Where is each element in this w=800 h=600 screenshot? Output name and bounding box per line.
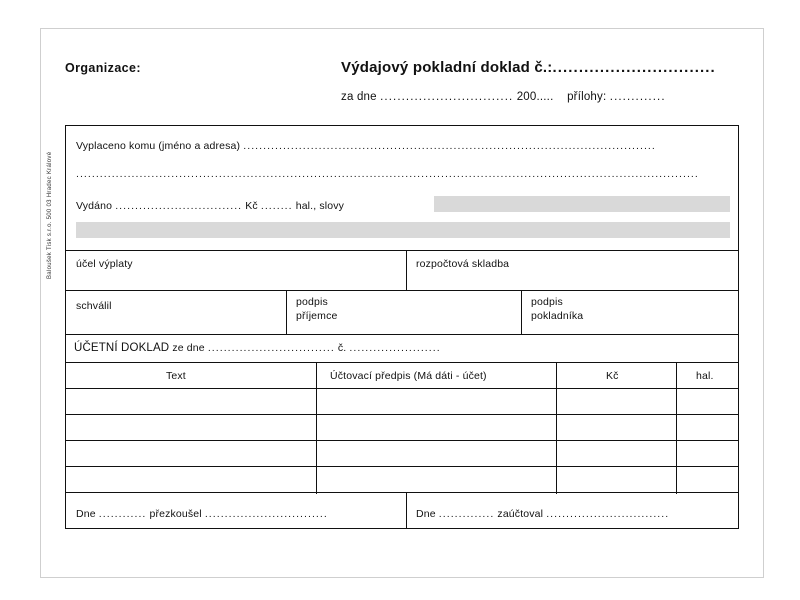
amount-line <box>76 200 344 212</box>
recipient-dots-1: ........................................................................................................ <box>243 140 656 152</box>
cashier-sign-label-2: pokladníka <box>531 310 584 322</box>
divider-sign-2 <box>521 290 522 334</box>
divider-purpose-bottom <box>66 290 738 291</box>
divider-accounting-bottom <box>66 362 738 363</box>
table-col-header-kc: Kč <box>606 370 619 382</box>
amount-dots-1: ................................ <box>115 200 243 212</box>
divider-recipient-bottom <box>66 250 738 251</box>
receiver-sign-label-1: podpis <box>296 296 328 308</box>
accounting-date-label: ze dne <box>172 342 205 354</box>
page-title-text: Výdajový pokladní doklad č.: <box>341 59 553 76</box>
footer-right-date-label: Dne <box>416 508 436 520</box>
receiver-sign-label-2: příjemce <box>296 310 338 322</box>
subline-year: 200..... <box>516 91 554 103</box>
footer-right <box>416 508 669 520</box>
subline-date-label: za dne <box>341 91 377 103</box>
recipient-dots-2: ............................................................................................................................................................. <box>76 168 699 180</box>
accounting-number-dots: ....................... <box>349 342 441 354</box>
page-title-dots: ............................... <box>552 59 716 76</box>
accounting-number-label: č. <box>337 342 347 354</box>
table-col-header-text: Text <box>166 370 186 382</box>
amount-words-field-2[interactable] <box>76 222 730 238</box>
subline-date-dots: ............................... <box>380 91 514 103</box>
amount-hal-label: hal., slovy <box>295 200 345 212</box>
cashier-sign-label-1: podpis <box>531 296 563 308</box>
table-row[interactable] <box>66 440 738 466</box>
subline-attachments-label: přílohy: <box>567 91 607 103</box>
recipient-label-text: Vyplaceno komu (jméno a adresa) <box>76 140 241 152</box>
footer-left-dots-1: ............ <box>98 508 147 520</box>
subline-attachments-dots: ............. <box>609 91 666 103</box>
divider-sign-1 <box>286 290 287 334</box>
accounting-header <box>74 342 441 354</box>
page-title <box>341 59 716 76</box>
accounting-title: ÚČETNÍ DOKLAD <box>74 342 170 354</box>
table-row[interactable] <box>66 466 738 492</box>
footer-right-dots-2: ............................... <box>546 508 670 520</box>
divider-footer-vertical <box>406 492 407 528</box>
purpose-label: účel výplaty <box>76 258 133 270</box>
divider-footer-top <box>66 492 738 493</box>
recipient-label <box>76 140 656 152</box>
table-row[interactable] <box>66 414 738 440</box>
form-frame <box>65 125 739 529</box>
amount-label: Vydáno <box>76 200 113 212</box>
divider-signatures-bottom <box>66 334 738 335</box>
header-subline <box>341 91 666 103</box>
amount-currency: Kč <box>245 200 258 212</box>
organization-label: Organizace: <box>65 61 141 75</box>
table-col-header-hal: hal. <box>696 370 714 382</box>
divider-purpose-vertical <box>406 250 407 290</box>
table-row[interactable] <box>66 388 738 414</box>
table-col-header-prescription: Účtovací předpis (Má dáti - účet) <box>330 370 487 382</box>
footer-left-date-label: Dne <box>76 508 96 520</box>
printer-imprint: Baloušek Tisk s.r.o. 500 03 Hradec Králové <box>47 151 53 279</box>
amount-words-field-1[interactable] <box>434 196 730 212</box>
footer-right-dots-1: .............. <box>438 508 495 520</box>
form-sheet <box>40 28 764 578</box>
footer-left-action-label: přezkoušel <box>149 508 202 520</box>
accounting-date-dots: ................................ <box>207 342 335 354</box>
footer-left-dots-2: ............................... <box>204 508 328 520</box>
amount-dots-2: ........ <box>260 200 293 212</box>
footer-left <box>76 508 328 520</box>
footer-right-action-label: zaúčtoval <box>497 508 544 520</box>
budget-label: rozpočtová skladba <box>416 258 510 270</box>
approved-label: schválil <box>76 300 112 312</box>
